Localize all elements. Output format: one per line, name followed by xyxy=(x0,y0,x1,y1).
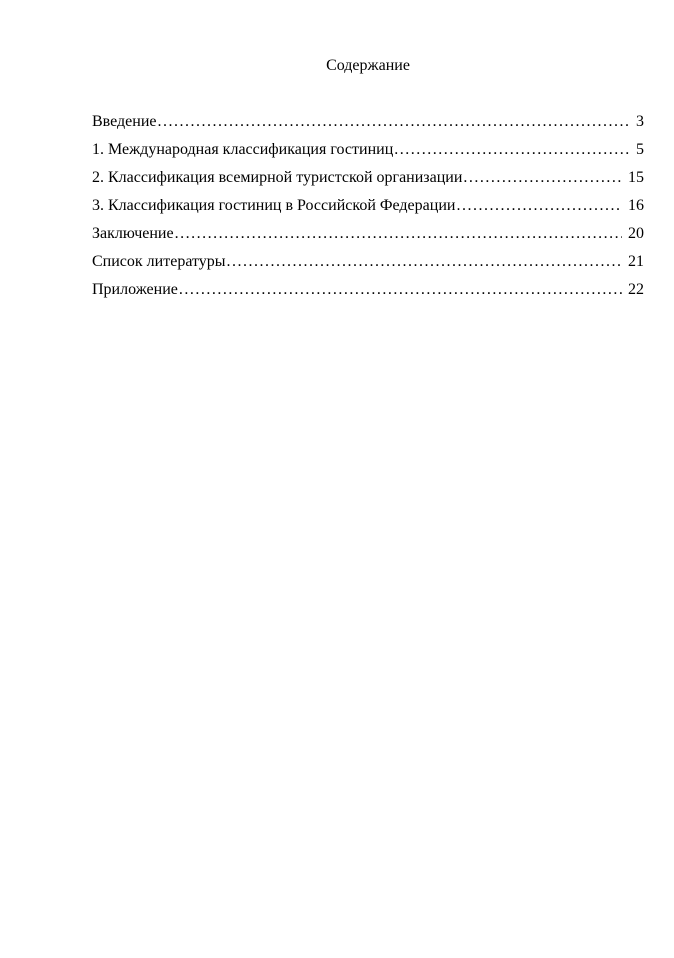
dot-leader xyxy=(179,276,622,304)
toc-entry-label: Приложение xyxy=(92,281,178,298)
toc-entry-label: Список литературы xyxy=(92,253,226,270)
page-title: Содержание xyxy=(326,57,410,74)
toc-entry-page: 20 xyxy=(628,225,644,242)
toc-entry-page: 21 xyxy=(628,253,644,270)
toc-entry[interactable] xyxy=(92,276,644,304)
dot-leader xyxy=(394,136,630,164)
toc-entry-page: 22 xyxy=(628,281,644,298)
dot-leader xyxy=(463,164,622,192)
table-of-contents xyxy=(92,108,644,304)
toc-entry-label: Заключение xyxy=(92,225,174,242)
toc-entry-page: 16 xyxy=(628,197,644,214)
toc-entry[interactable] xyxy=(92,136,644,164)
dot-leader xyxy=(456,192,622,220)
toc-entry-label: 1. Международная классификация гостиниц xyxy=(92,141,394,158)
toc-entry-page: 5 xyxy=(636,141,644,158)
toc-entry-page: 15 xyxy=(628,169,644,186)
dot-leader xyxy=(227,248,622,276)
toc-entry[interactable] xyxy=(92,192,644,220)
toc-entry-label: 2. Классификация всемирной туристской организации xyxy=(92,169,463,186)
toc-entry[interactable] xyxy=(92,164,644,192)
dot-leader xyxy=(175,220,622,248)
toc-entry-label: Введение xyxy=(92,113,157,130)
toc-entry-label: 3. Классификация гостиниц в Российской Федерации xyxy=(92,197,456,214)
toc-entry-page: 3 xyxy=(636,113,644,130)
dot-leader xyxy=(158,108,631,136)
toc-entry[interactable] xyxy=(92,108,644,136)
toc-entry[interactable] xyxy=(92,220,644,248)
toc-entry[interactable] xyxy=(92,248,644,276)
